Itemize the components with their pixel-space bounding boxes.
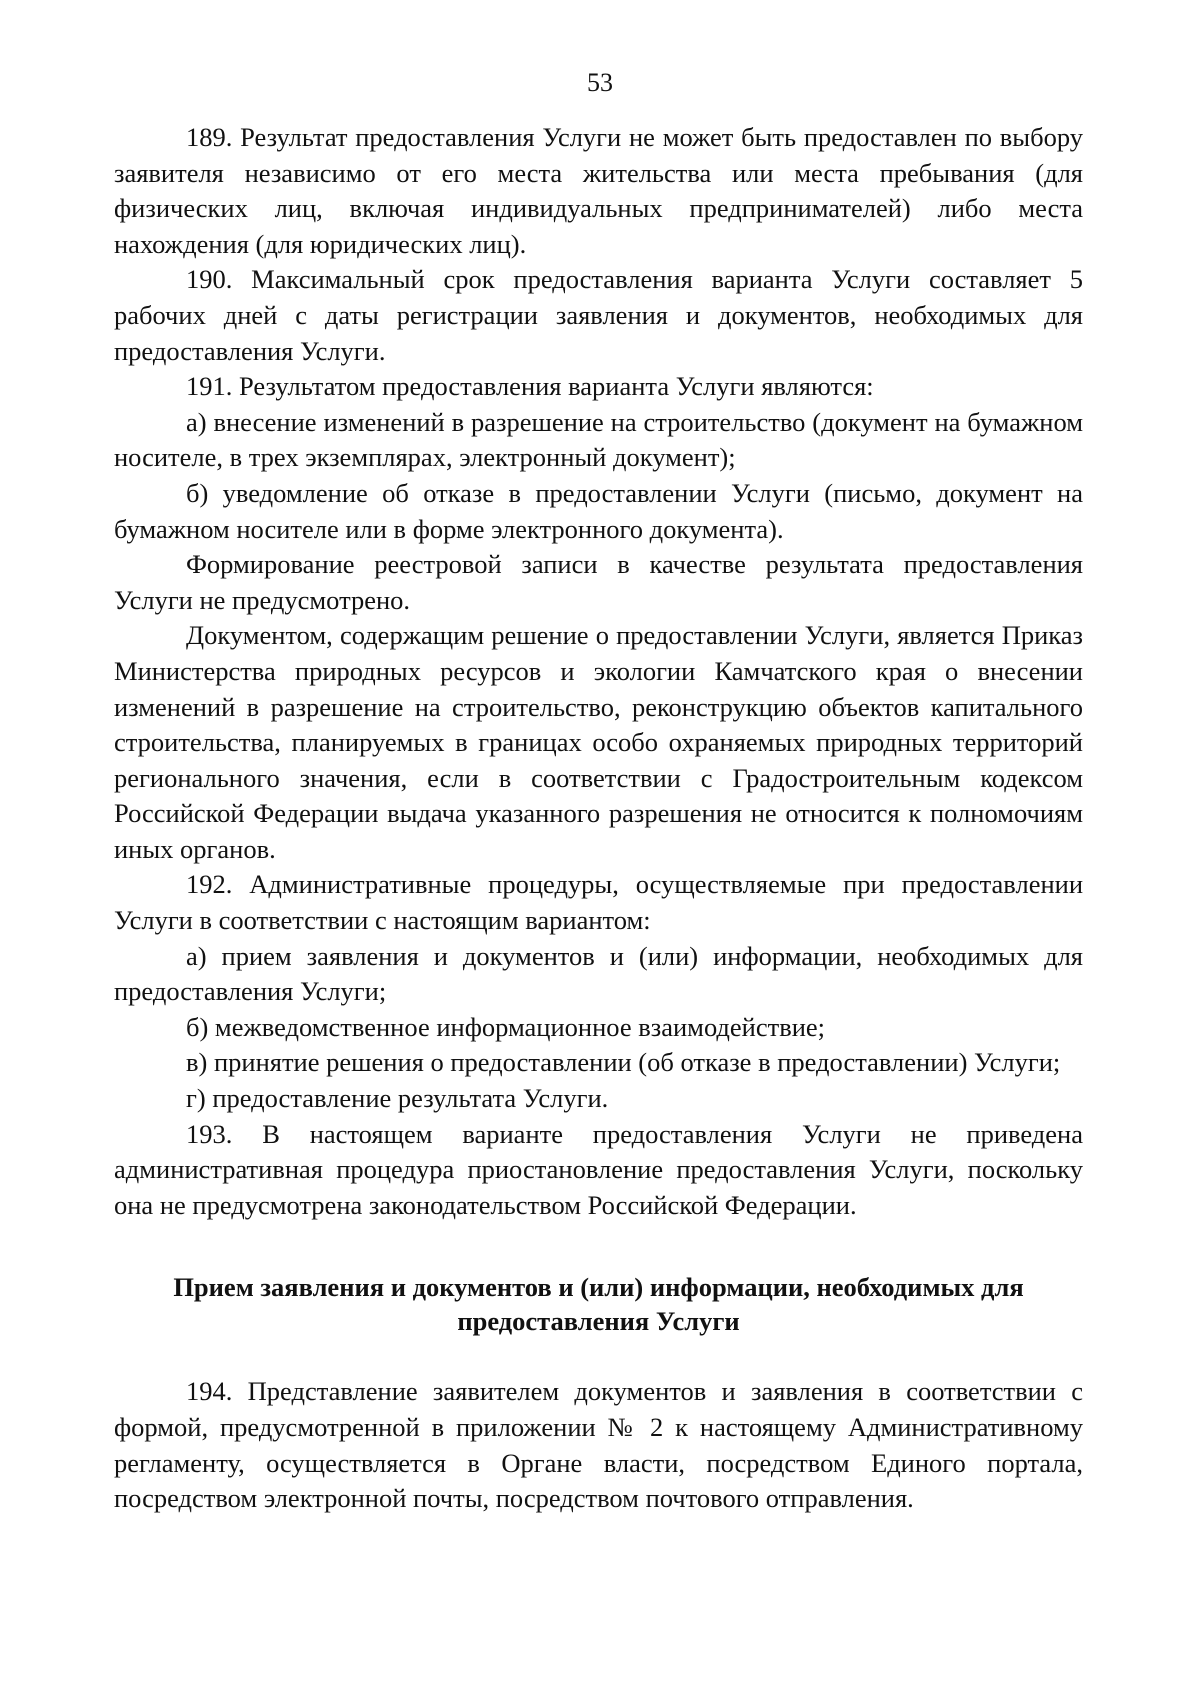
list-item-192-v: в) принятие решения о предоставлении (об отказе в предоставлении) Услуги;	[186, 1047, 1061, 1078]
document-body	[114, 120, 1083, 1517]
paragraph-191: 191. Результатом предоставления варианта Услуги являются:	[186, 371, 874, 402]
section-heading	[114, 1270, 1083, 1338]
paragraph-decision-document: Документом, содержащим решение о предоставлении Услуги, является Приказ Министерства природных ресурсов и экологии Камчатского края о внесении изменений в разрешение на строительство, реконструкцию объектов капитального строительства, планируемых в границах особо охраняемых природных территорий регионального значения, если в соответствии с Градостроительным кодексом Российской Федерации выдача указанного разрешения не относится к полномочиям иных органов.	[114, 620, 1083, 864]
list-item-191-b: б) уведомление об отказе в предоставлении Услуги (письмо, документ на бумажном носителе или в форме электронного документа).	[114, 477, 1083, 544]
page-number: 53	[587, 68, 613, 97]
paragraph-190: 190. Максимальный срок предоставления варианта Услуги составляет 5 рабочих дней с даты регистрации заявления и документов, необходимых для предоставления Услуги.	[114, 264, 1083, 366]
paragraph-registry-record: Формирование реестровой записи в качестве результата предоставления Услуги не предусмотрено.	[114, 549, 1083, 615]
section-heading-line-2: предоставления Услуги	[457, 1306, 740, 1337]
section-heading-line-1: Прием заявления и документов и (или) информации, необходимых для	[173, 1272, 1024, 1303]
list-item-191-a: а) внесение изменений в разрешение на строительство (документ на бумажном носителе, в трех экземплярах, электронный документ);	[114, 406, 1083, 473]
paragraph-189: 189. Результат предоставления Услуги не может быть предоставлен по выбору заявителя независимо от его места жительства или места пребывания (для физических лиц, включая индивидуальных предпринимателей) либо места нахождения (для юридических лиц).	[114, 122, 1083, 259]
list-item-192-g: г) предоставление результата Услуги.	[186, 1083, 609, 1114]
list-item-192-a: а) прием заявления и документов и (или) информации, необходимых для предоставления Услуги;	[114, 940, 1083, 1007]
paragraph-194: 194. Представление заявителем документов и заявления в соответствии с формой, предусмотренной в приложении № 2 к настоящему Административному регламенту, осуществляется в Органе власти, посредством Единого портала, посредством электронной почты, посредством почтового отправления.	[114, 1376, 1083, 1514]
paragraph-193: 193. В настоящем варианте предоставления Услуги не приведена административная процедура приостановление предоставления Услуги, поскольку она не предусмотрена законодательством Российской Федерации.	[114, 1118, 1083, 1220]
list-item-192-b: б) межведомственное информационное взаимодействие;	[186, 1011, 826, 1042]
paragraph-192: 192. Административные процедуры, осуществляемые при предоставлении Услуги в соответствии с настоящим вариантом:	[114, 869, 1083, 936]
